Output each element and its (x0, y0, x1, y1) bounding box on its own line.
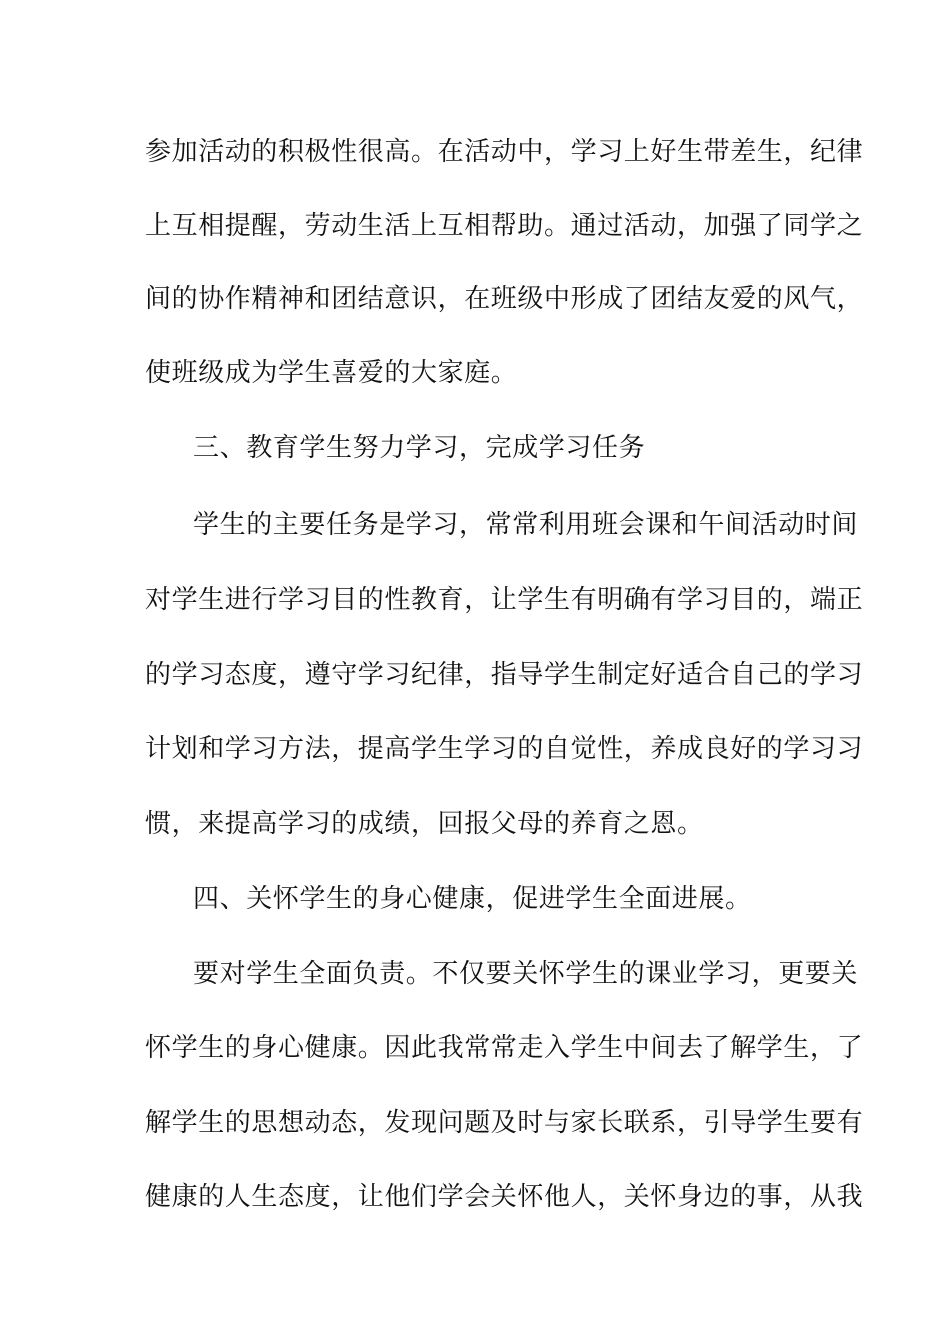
paragraph-line: 的学习态度，遵守学习纪律，指导学生制定好适合自己的学习 (145, 660, 864, 690)
paragraph-line: 计划和学习方法，提高学生学习的自觉性，养成良好的学习习 (145, 734, 864, 764)
paragraph-line: 要对学生全面负责。不仅要关怀学生的课业学习，更要关 (193, 959, 859, 989)
section-heading: 四、关怀学生的身心健康，促进学生全面进展。 (193, 884, 752, 914)
paragraph-line: 解学生的思想动态，发现问题及时与家长联系，引导学生要有 (145, 1108, 864, 1138)
section-heading: 三、教育学生努力学习，完成学习任务 (193, 433, 646, 463)
paragraph-line: 上互相提醒，劳动生活上互相帮助。通过活动，加强了同学之 (145, 211, 864, 241)
paragraph-line: 惯，来提高学习的成绩，回报父母的养育之恩。 (145, 809, 704, 839)
paragraph-line: 使班级成为学生喜爱的大家庭。 (145, 358, 518, 388)
paragraph-line: 学生的主要任务是学习，常常利用班会课和午间活动时间 (193, 510, 859, 540)
paragraph-line: 健康的人生态度，让他们学会关怀他人，关怀身边的事，从我 (145, 1182, 864, 1212)
paragraph-line: 对学生进行学习目的性教育，让学生有明确有学习目的，端正 (145, 585, 864, 615)
paragraph-line: 间的协作精神和团结意识，在班级中形成了团结友爱的风气， (145, 284, 864, 314)
paragraph-line: 怀学生的身心健康。因此我常常走入学生中间去了解学生，了 (145, 1033, 864, 1063)
paragraph-line: 参加活动的积极性很高。在活动中，学习上好生带差生，纪律 (145, 137, 864, 167)
